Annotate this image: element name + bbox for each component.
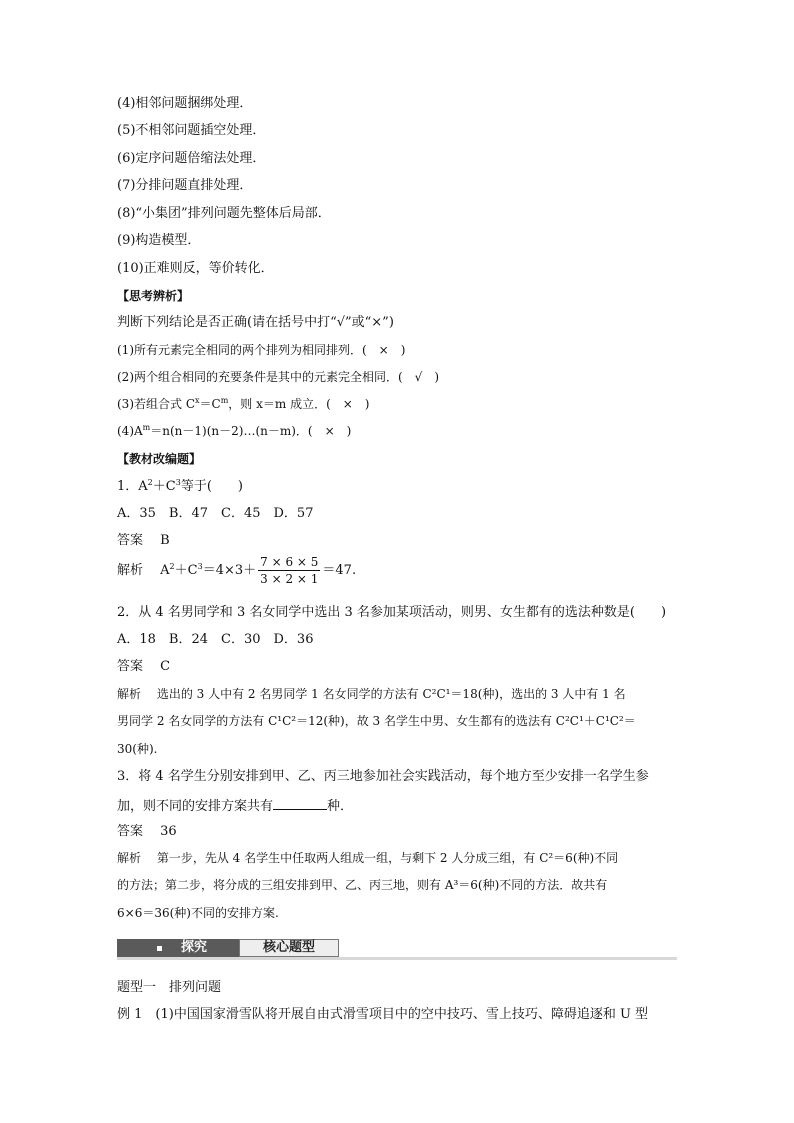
q1-stem-sup: 2 — [147, 478, 153, 487]
section-tab-explore — [117, 939, 239, 957]
think-item-4-sup: m — [142, 423, 151, 432]
q3-analysis-text: 第一步，先从 4 名学生中任取两人组成一组，与剩下 2 人分成三组，有 C²＝6(种)不同 — [156, 851, 619, 865]
example-1: 例 1 (1)中国国家滑雪队将开展自由式滑雪项目中的空中技巧、雪上技巧、障碍追逐和 U 型 — [117, 1007, 649, 1022]
analysis-label: 解析 — [117, 851, 142, 865]
q1-analysis-sup: 2 — [169, 562, 175, 571]
q1-fraction-numerator: 7 × 6 × 5 — [260, 555, 319, 569]
answer-label: 答案 — [117, 659, 144, 674]
q1-analysis — [117, 556, 356, 585]
think-item-3-part: (3)若组合式 C — [117, 397, 195, 411]
think-item-3 — [117, 398, 370, 410]
section-tab-explore-label: 探究 — [181, 940, 208, 955]
q2-options: A．18 B．24 C．30 D．36 — [117, 632, 314, 647]
q1-fraction — [258, 556, 320, 585]
q1-stem-part: ＋C — [152, 479, 176, 494]
think-item-3-part: ，则 x＝m 成立．( × ) — [228, 397, 370, 411]
q3-analysis-line-3: 6×6＝36(种)不同的安排方案. — [117, 906, 279, 920]
think-item-1: (1)所有元素完全相同的两个排列为相同排列．( × ) — [117, 343, 406, 357]
q3-stem-part: 种． — [327, 799, 354, 814]
think-item-3-sup: x — [195, 396, 200, 405]
list-item-6: (6)定序问题倍缩法处理． — [117, 151, 266, 166]
section-tab-core-types: 核心题型 — [239, 939, 339, 957]
q2-stem: 2．从 4 名男同学和 3 名女同学中选出 3 名参加某项活动，则男、女生都有的选法种数是( ) — [117, 605, 667, 620]
think-intro: 判断下列结论是否正确(请在括号中打“√”或“×”) — [117, 315, 394, 330]
q3-stem-line-1: 3．将 4 名学生分别安排到甲、乙、丙三地参加社会实践活动，每个地方至少安排一名学生参 — [117, 769, 649, 784]
list-item-9: (9)构造模型． — [117, 233, 201, 248]
list-item-10: (10)正难则反，等价转化． — [117, 261, 274, 276]
q2-analysis-line-3: 30(种). — [117, 742, 158, 756]
q1-analysis-part: A — [160, 563, 170, 578]
q1-analysis-part: ＝47. — [322, 563, 357, 578]
q3-analysis-line-2: 的方法；第二步，将分成的三组安排到甲、乙、丙三地，则有 A³＝6(种)不同的方法．故共有 — [117, 878, 608, 892]
q3-answer — [117, 825, 177, 838]
answer-value: C — [160, 659, 171, 674]
q1-stem-part: 1．A — [117, 479, 148, 494]
think-item-3-sup: m — [220, 396, 229, 405]
section-bar — [117, 939, 677, 961]
answer-label: 答案 — [117, 533, 144, 548]
q3-stem-part: 加，则不同的安排方案共有 — [117, 799, 274, 814]
q2-answer — [117, 660, 170, 673]
topic-title: 题型一 排列问题 — [117, 980, 222, 995]
think-item-4-part: ＝n(n－1)(n－2)…(n－m)．( × ) — [150, 424, 352, 438]
q3-analysis-line-1 — [117, 852, 618, 864]
think-item-3-part: ＝C — [199, 397, 221, 411]
q1-analysis-part: ＝4×3＋ — [202, 563, 257, 578]
bullet-square-icon — [157, 946, 162, 951]
q2-analysis-line-2: 男同学 2 名女同学的方法有 C¹C²＝12(种)，故 3 名学生中男、女生都有的选法有 C²C¹＋C¹C²＝ — [117, 714, 636, 728]
answer-label: 答案 — [117, 824, 144, 839]
analysis-label: 解析 — [117, 687, 142, 701]
think-item-4 — [117, 425, 351, 437]
answer-value: B — [160, 533, 170, 548]
q1-stem-sup: 3 — [175, 478, 181, 487]
q2-analysis-line-1 — [117, 688, 626, 700]
q1-options: A．35 B．47 C．45 D．57 — [117, 506, 314, 521]
q1-stem — [117, 480, 243, 493]
list-item-7: (7)分排问题直排处理． — [117, 178, 253, 193]
think-item-4-part: (4)A — [117, 424, 143, 438]
q1-answer — [117, 534, 170, 547]
list-item-8: (8)“小集团”排列问题先整体后局部． — [117, 206, 331, 221]
q1-stem-part: 等于( ) — [180, 479, 243, 494]
q3-stem-line-2 — [117, 797, 353, 813]
q1-analysis-sup: 3 — [197, 562, 203, 571]
q2-analysis-text: 选出的 3 人中有 2 名男同学 1 名女同学的方法有 C²C¹＝18(种)，选出的 3 人中有 1 名 — [156, 687, 626, 701]
textbook-heading: 【教材改编题】 — [117, 452, 202, 466]
section-bar-underline — [117, 957, 677, 960]
list-item-5: (5)不相邻问题插空处理． — [117, 123, 266, 138]
think-heading: 【思考辨析】 — [117, 289, 190, 303]
q1-analysis-part: ＋C — [174, 563, 198, 578]
q1-fraction-denominator: 3 × 2 × 1 — [260, 572, 319, 586]
analysis-label: 解析 — [117, 563, 144, 578]
list-item-4: (4)相邻问题捆绑处理． — [117, 96, 253, 111]
answer-blank — [273, 797, 327, 810]
answer-value: 36 — [160, 824, 177, 839]
think-item-2: (2)两个组合相同的充要条件是其中的元素完全相同．( √ ) — [117, 370, 440, 384]
